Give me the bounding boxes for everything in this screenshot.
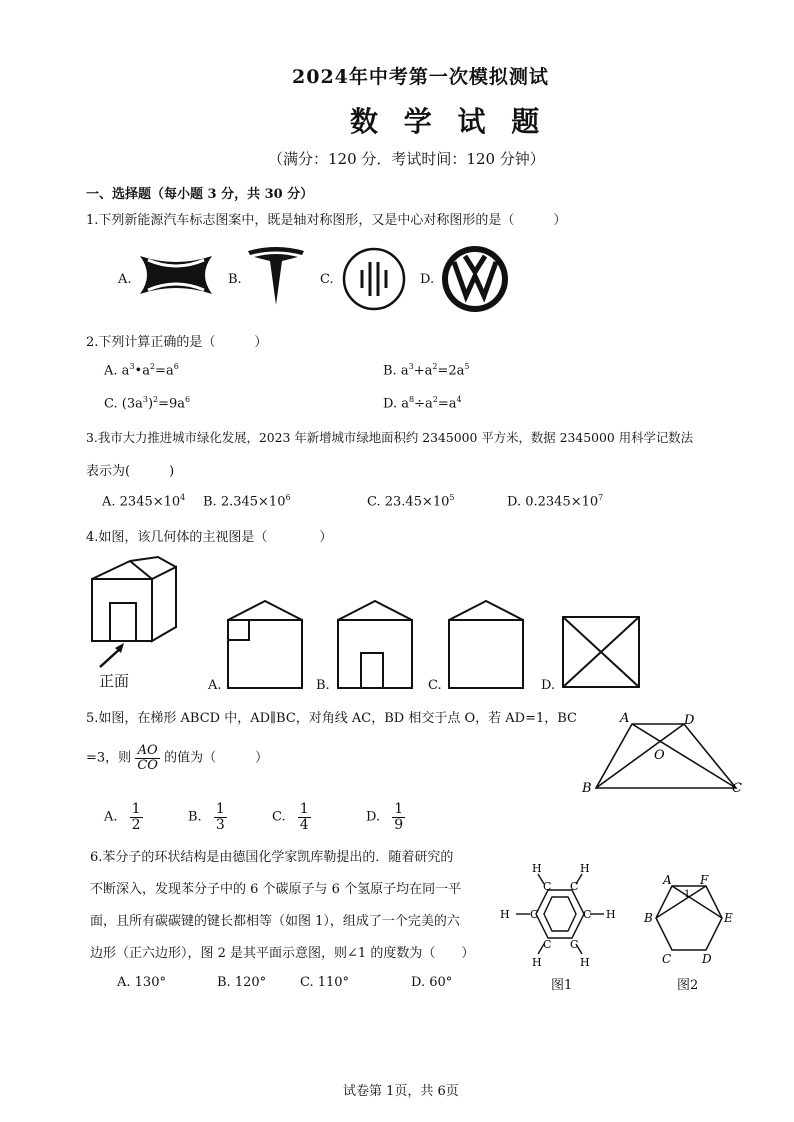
- q6-line4: 边形（正六边形），图 2 是其平面示意图，则∠1 的度数为（ ）: [90, 946, 475, 961]
- ratio-fraction: $\frac{AO}{CO}$: [137, 743, 158, 773]
- q3-option-d: D. $0.2345\times 10^7$: [507, 493, 604, 510]
- svg-text:A: A: [620, 711, 630, 726]
- svg-text:H: H: [532, 956, 542, 969]
- svg-text:C: C: [662, 952, 672, 966]
- svg-text:B: B: [644, 911, 653, 925]
- q3-stem-line2: 表示为( ): [86, 464, 175, 479]
- q4-label-c: C.: [428, 678, 442, 693]
- q3-option-a: A. $2345\times 10^4$: [102, 493, 186, 510]
- q5-stem: 5.如图，在梯形 ABCD 中，AD∥BC，对角线 AC，BD 相交于点 O，若 AD=1，BC: [86, 711, 577, 726]
- q5-option-c: C. $\frac{1}{4}$: [272, 801, 309, 833]
- benzene-figure: [496, 856, 626, 976]
- q4-view-b: [335, 598, 415, 690]
- svg-text:B: B: [582, 781, 592, 796]
- svg-text:H: H: [500, 908, 510, 921]
- q5-option-b: B. $\frac{1}{3}$: [188, 801, 225, 833]
- q4-view-d: [560, 614, 642, 690]
- svg-text:F: F: [700, 873, 709, 887]
- svg-text:C: C: [543, 938, 552, 951]
- q1-stem: 1.下列新能源汽车标志图案中，既是轴对称图形，又是中心对称图形的是（ ）: [86, 213, 567, 228]
- q4-view-a: [225, 598, 305, 690]
- q3-stem-line1: 3.我市大力推进城市绿化发展，2023 年新增城市绿地面积约 2345000 平方米，数据 2345000 用科学记数法: [86, 430, 694, 445]
- svg-text:A: A: [663, 873, 672, 887]
- q4-stem: 4.如图，该几何体的主视图是（ ）: [86, 530, 333, 545]
- q6-line2: 不断深入，发现苯分子中的 6 个碳原子与 6 个氢原子均在同一平: [90, 882, 462, 897]
- q6-option-d: D. 60°: [411, 975, 453, 990]
- tesla-logo: [246, 245, 306, 307]
- page-footer: 试卷第 1页，共 6页: [343, 1084, 459, 1099]
- svg-text:1: 1: [684, 889, 691, 900]
- svg-text:D: D: [684, 713, 695, 728]
- q2-option-d: D. $a^8\div a^2=a^4$: [383, 395, 462, 412]
- q3-option-c: C. $23.45\times 10^5$: [367, 493, 455, 510]
- svg-text:C: C: [570, 938, 579, 951]
- q2-option-b: B. $a^3+a^2=2a^5$: [383, 362, 470, 379]
- q2-option-a: A. $a^3•a^2=a^6$: [104, 362, 179, 379]
- exam-info: （满分：120 分．考试时间：120 分钟）: [268, 150, 545, 168]
- svg-text:C: C: [583, 908, 592, 921]
- svg-text:C: C: [543, 880, 552, 893]
- svg-text:H: H: [532, 862, 542, 875]
- vw-logo: [440, 244, 510, 314]
- svg-text:D: D: [702, 952, 712, 966]
- q6-option-a: A. 130°: [117, 975, 166, 990]
- q1-label-b: B.: [228, 272, 242, 287]
- q3-option-b: B. $2.345\times 10^6$: [203, 493, 291, 510]
- q1-label-a: A.: [118, 272, 132, 287]
- svg-text:C: C: [530, 908, 539, 921]
- svg-text:H: H: [606, 908, 616, 921]
- q5-expression: =3，则 $\frac{AO}{CO}$ 的值为（ ）: [86, 743, 269, 773]
- svg-text:C: C: [732, 781, 742, 796]
- q6-option-b: B. 120°: [217, 975, 267, 990]
- q2-stem: 2.下列计算正确的是（ ）: [86, 335, 268, 350]
- svg-text:O: O: [654, 748, 665, 763]
- q6-line3: 面，且所有碳碳键的键长都相等（如图 1），组成了一个完美的六: [90, 914, 460, 929]
- svg-text:H: H: [580, 956, 590, 969]
- q5-option-a: A. $\frac{1}{2}$: [104, 801, 141, 833]
- xpeng-logo: [138, 250, 214, 300]
- q4-label-b: B.: [316, 678, 330, 693]
- q6-line1: 6.苯分子的环状结构是由德国化学家凯库勒提出的．随着研究的: [90, 850, 454, 865]
- fig1-caption: 图1: [551, 978, 573, 993]
- q1-label-d: D.: [420, 272, 435, 287]
- subject-title: 数 学 试 题: [350, 105, 548, 138]
- svg-text:H: H: [580, 862, 590, 875]
- q4-view-c: [446, 598, 526, 690]
- q4-label-a: A.: [208, 678, 222, 693]
- trapezoid-figure: [578, 708, 748, 798]
- q1-label-c: C.: [320, 272, 334, 287]
- house-3d-figure: [86, 555, 186, 670]
- hexagon-figure: [630, 870, 750, 970]
- q2-option-c: C. $(3a^3)^2=9a^6$: [104, 395, 191, 412]
- q4-label-d: D.: [541, 678, 556, 693]
- q6-option-c: C. 110°: [300, 975, 350, 990]
- svg-text:C: C: [570, 880, 579, 893]
- fig2-caption: 图2: [677, 978, 699, 993]
- q5-option-d: D. $\frac{1}{9}$: [366, 801, 404, 833]
- front-label: 正面: [99, 672, 130, 690]
- exam-title: 2024年中考第一次模拟测试: [292, 66, 549, 88]
- section-heading: 一、选择题（每小题 3 分，共 30 分）: [86, 187, 314, 202]
- lines-circle-logo: [341, 246, 407, 312]
- svg-text:E: E: [724, 911, 733, 925]
